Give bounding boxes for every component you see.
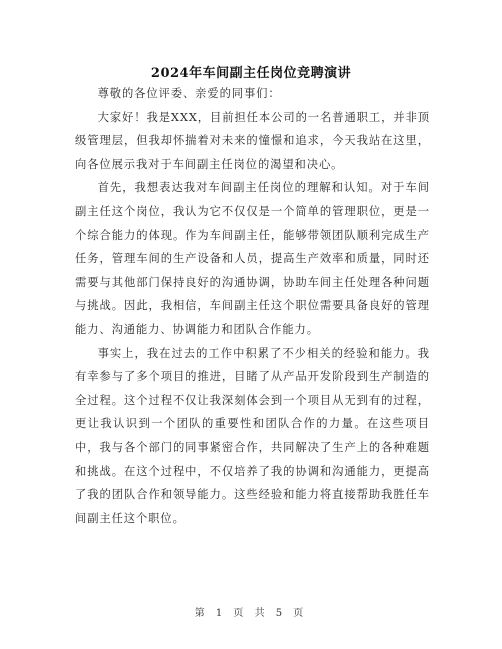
paragraph-1: 大家好！我是XXX，目前担任本公司的一名普通职工，并非顶级管理层，但我却怀揣着对未来的憧憬和追求，今天我站在这里，向各位展示我对于车间副主任岗位的渴望和决心。 — [75, 110, 430, 171]
paragraph-3: 事实上，我在过去的工作中积累了不少相关的经验和能力。我有幸参与了多个项目的推进，目睹了从产品开发阶段到生产制造的全过程。这个过程不仅让我深刻体会到一个项目从无到有的过程，更让我认识到一个团队的重要性和团队合作的力量。在这些项目中，我与各个部门的同事紧密合作，共同解决了生产上的各种难题和挑战。在这个过程中，不仅培养了我的协调和沟通能力，更提高了我的团队合作和领导能力。这些经验和能力将直接帮助我胜任车间副主任这个职位。 — [75, 346, 430, 525]
paragraph-2: 首先，我想表达我对车间副主任岗位的理解和认知。对于车间副主任这个岗位，我认为它不仅仅是一个简单的管理职位，更是一个综合能力的体现。作为车间副主任，能够带领团队顺利完成生产任务，管理车间的生产设备和人员，提高生产效率和质量，同时还需要与其他部门保持良好的沟通协调，协助车间主任处理各种问题与挑战。因此，我相信，车间副主任这个职位需要具备良好的管理能力、沟通能力、协调能力和团队合作能力。 — [75, 181, 430, 336]
greeting-line: 尊敬的各位评委、亲爱的同事们： — [97, 87, 281, 100]
document-title: 2024年车间副主任岗位竞聘演讲 — [150, 66, 352, 81]
document-body — [75, 82, 430, 530]
page-footer: 第 1 页 共 5 页 — [194, 608, 308, 619]
